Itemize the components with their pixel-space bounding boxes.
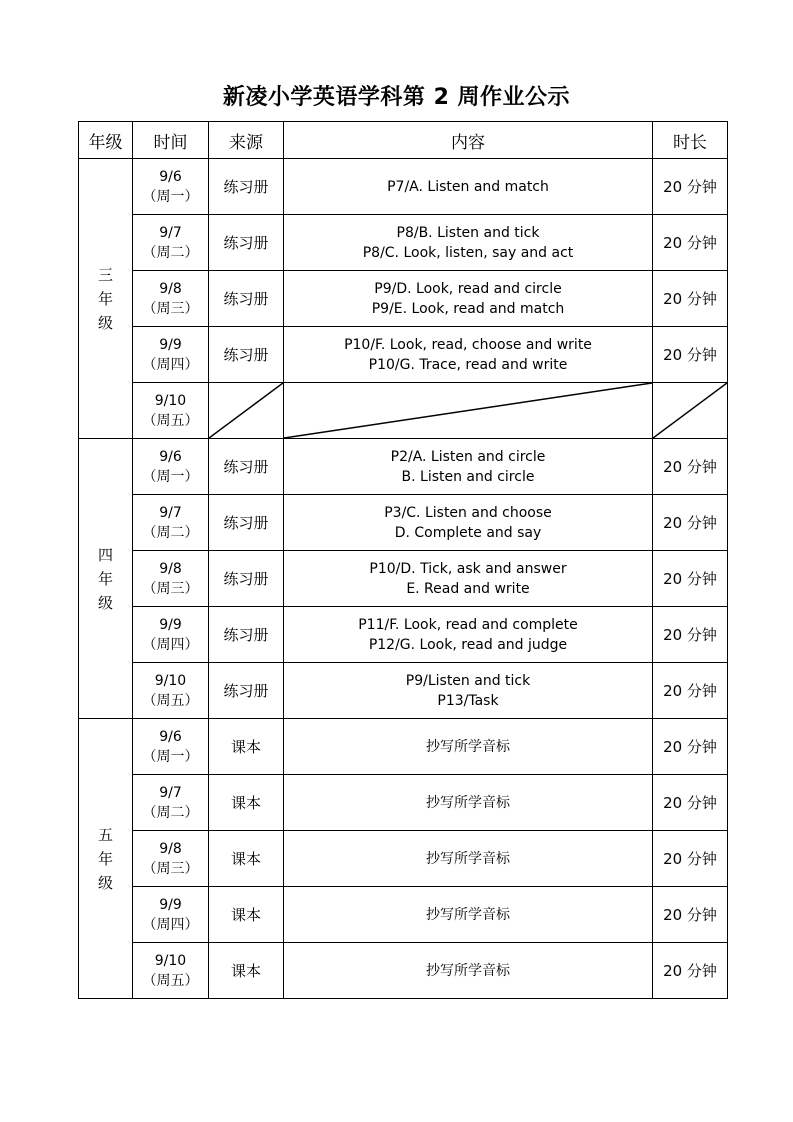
source-text: 练习册 (223, 178, 269, 196)
weekday-text: （周五） (142, 972, 199, 989)
duration-cell (653, 943, 728, 999)
diagonal-slash (209, 383, 283, 438)
content-line: P7/A. Listen and match (387, 178, 549, 195)
duration-cell (653, 383, 728, 439)
duration-cell (653, 607, 728, 663)
source-cell (209, 215, 284, 271)
content-cell (284, 383, 653, 439)
source-cell (209, 327, 284, 383)
date-cell (133, 775, 209, 831)
weekday-text: （周五） (142, 692, 199, 709)
content-line: P12/G. Look, read and judge (368, 636, 568, 653)
duration-cell (653, 495, 728, 551)
date-cell (133, 439, 209, 495)
date-cell (133, 271, 209, 327)
header-time: 时间 (133, 122, 209, 159)
table-row (79, 663, 728, 719)
grade-cell (79, 159, 133, 439)
duration-text: 20 分钟 (663, 234, 717, 252)
weekday-text: （周三） (142, 860, 199, 877)
duration-text: 20 分钟 (663, 346, 717, 364)
source-text: 课本 (230, 850, 261, 868)
date-text: 9/7 (159, 784, 182, 801)
weekday-text: （周三） (142, 580, 199, 597)
content-line: P8/C. Look, listen, say and act (362, 244, 574, 261)
source-text: 练习册 (223, 234, 269, 252)
homework-table (78, 121, 728, 999)
date-text: 9/7 (159, 504, 182, 521)
grade-char: 年 (97, 289, 113, 308)
weekday-text: （周一） (142, 748, 199, 765)
content-cell (284, 719, 653, 775)
weekday-text: （周四） (142, 916, 199, 933)
duration-cell (653, 271, 728, 327)
source-cell (209, 159, 284, 215)
content-cell (284, 215, 653, 271)
duration-text: 20 分钟 (663, 570, 717, 588)
duration-text: 20 分钟 (663, 458, 717, 476)
table-row (79, 327, 728, 383)
content-line: P13/Task (437, 692, 499, 709)
source-cell (209, 495, 284, 551)
date-cell (133, 383, 209, 439)
table-row (79, 943, 728, 999)
source-text: 练习册 (223, 514, 269, 532)
content-cell (284, 495, 653, 551)
content-cell (284, 439, 653, 495)
header-content: 内容 (284, 122, 653, 159)
table-row (79, 271, 728, 327)
grade-char: 三 (97, 265, 113, 284)
source-cell (209, 439, 284, 495)
grade-cell (79, 719, 133, 999)
content-cell (284, 159, 653, 215)
duration-text: 20 分钟 (663, 962, 717, 980)
duration-text: 20 分钟 (663, 514, 717, 532)
source-text: 练习册 (223, 570, 269, 588)
source-text: 课本 (230, 906, 261, 924)
date-text: 9/6 (159, 728, 182, 745)
grade-char: 四 (97, 545, 113, 564)
content-line: P9/D. Look, read and circle (374, 280, 562, 297)
source-cell (209, 719, 284, 775)
date-cell (133, 551, 209, 607)
content-line: E. Read and write (406, 580, 530, 597)
grade-cell (79, 439, 133, 719)
duration-cell (653, 719, 728, 775)
duration-cell (653, 887, 728, 943)
date-text: 9/10 (154, 672, 187, 689)
weekday-text: （周三） (142, 300, 199, 317)
date-cell (133, 327, 209, 383)
duration-text: 20 分钟 (663, 906, 717, 924)
table-row (79, 383, 728, 439)
content-line: P9/E. Look, read and match (371, 300, 565, 317)
date-cell (133, 495, 209, 551)
page-title: 新凌小学英语学科第 2 周作业公示 (222, 85, 571, 110)
grade-char: 五 (97, 825, 113, 844)
table-row (79, 775, 728, 831)
header-duration: 时长 (653, 122, 728, 159)
weekday-text: （周四） (142, 356, 199, 373)
diagonal-slash (653, 383, 727, 438)
header-source: 来源 (209, 122, 284, 159)
duration-text: 20 分钟 (663, 738, 717, 756)
duration-text: 20 分钟 (663, 794, 717, 812)
date-text: 9/6 (159, 448, 182, 465)
content-line: P10/G. Trace, read and write (368, 356, 568, 373)
source-cell (209, 887, 284, 943)
source-text: 课本 (230, 794, 261, 812)
content-cell (284, 831, 653, 887)
date-cell (133, 887, 209, 943)
content-cell (284, 607, 653, 663)
weekday-text: （周二） (142, 524, 199, 541)
date-cell (133, 215, 209, 271)
grade-char: 级 (97, 313, 113, 332)
content-cell (284, 943, 653, 999)
weekday-text: （周二） (142, 244, 199, 261)
duration-cell (653, 775, 728, 831)
table-row (79, 831, 728, 887)
date-text: 9/10 (154, 952, 187, 969)
source-text: 练习册 (223, 682, 269, 700)
grade-char: 级 (97, 873, 113, 892)
table-row (79, 215, 728, 271)
duration-cell (653, 215, 728, 271)
content-cell (284, 551, 653, 607)
content-line: P8/B. Listen and tick (396, 224, 540, 241)
duration-cell (653, 663, 728, 719)
date-text: 9/8 (159, 280, 182, 297)
date-text: 9/9 (159, 896, 182, 913)
content-line: P3/C. Listen and choose (384, 504, 552, 521)
content-line: P11/F. Look, read and complete (358, 616, 578, 633)
source-cell (209, 271, 284, 327)
duration-cell (653, 831, 728, 887)
duration-text: 20 分钟 (663, 850, 717, 868)
source-text: 练习册 (223, 626, 269, 644)
date-text: 9/7 (159, 224, 182, 241)
content-cell (284, 271, 653, 327)
diagonal-slash (284, 383, 652, 438)
content-line: P2/A. Listen and circle (390, 448, 546, 465)
content-cell (284, 775, 653, 831)
duration-cell (653, 159, 728, 215)
duration-cell (653, 439, 728, 495)
date-text: 9/10 (154, 392, 187, 409)
table-row (79, 439, 728, 495)
table-row (79, 607, 728, 663)
date-cell (133, 607, 209, 663)
header-row (79, 122, 728, 159)
date-text: 9/9 (159, 336, 182, 353)
source-cell (209, 551, 284, 607)
source-cell (209, 383, 284, 439)
duration-cell (653, 327, 728, 383)
date-cell (133, 719, 209, 775)
source-text: 练习册 (223, 346, 269, 364)
date-cell (133, 663, 209, 719)
content-line: 抄写所学音标 (426, 850, 510, 867)
weekday-text: （周一） (142, 468, 199, 485)
source-cell (209, 775, 284, 831)
date-text: 9/6 (159, 168, 182, 185)
grade-char: 年 (97, 849, 113, 868)
source-text: 课本 (230, 738, 261, 756)
source-cell (209, 831, 284, 887)
duration-cell (653, 551, 728, 607)
duration-text: 20 分钟 (663, 626, 717, 644)
table-row (79, 159, 728, 215)
table-row (79, 887, 728, 943)
content-line: P10/D. Tick, ask and answer (369, 560, 567, 577)
source-text: 练习册 (223, 290, 269, 308)
table-row (79, 495, 728, 551)
content-cell (284, 887, 653, 943)
grade-char: 级 (97, 593, 113, 612)
content-cell (284, 663, 653, 719)
table-row (79, 551, 728, 607)
content-line: P10/F. Look, read, choose and write (344, 336, 592, 353)
content-cell (284, 327, 653, 383)
weekday-text: （周二） (142, 804, 199, 821)
source-cell (209, 607, 284, 663)
date-cell (133, 159, 209, 215)
duration-text: 20 分钟 (663, 290, 717, 308)
content-line: P9/Listen and tick (405, 672, 531, 689)
date-cell (133, 831, 209, 887)
source-text: 课本 (230, 962, 261, 980)
duration-text: 20 分钟 (663, 178, 717, 196)
table-row (79, 719, 728, 775)
weekday-text: （周一） (142, 188, 199, 205)
content-line: 抄写所学音标 (426, 794, 510, 811)
duration-text: 20 分钟 (663, 682, 717, 700)
source-cell (209, 943, 284, 999)
source-cell (209, 663, 284, 719)
content-line: B. Listen and circle (401, 468, 535, 485)
content-line: 抄写所学音标 (426, 962, 510, 979)
date-text: 9/9 (159, 616, 182, 633)
date-text: 9/8 (159, 840, 182, 857)
grade-char: 年 (97, 569, 113, 588)
content-line: 抄写所学音标 (426, 906, 510, 923)
date-text: 9/8 (159, 560, 182, 577)
content-line: D. Complete and say (394, 524, 542, 541)
header-grade: 年级 (79, 122, 133, 159)
weekday-text: （周四） (142, 636, 199, 653)
date-cell (133, 943, 209, 999)
weekday-text: （周五） (142, 412, 199, 429)
content-line: 抄写所学音标 (426, 738, 510, 755)
source-text: 练习册 (223, 458, 269, 476)
